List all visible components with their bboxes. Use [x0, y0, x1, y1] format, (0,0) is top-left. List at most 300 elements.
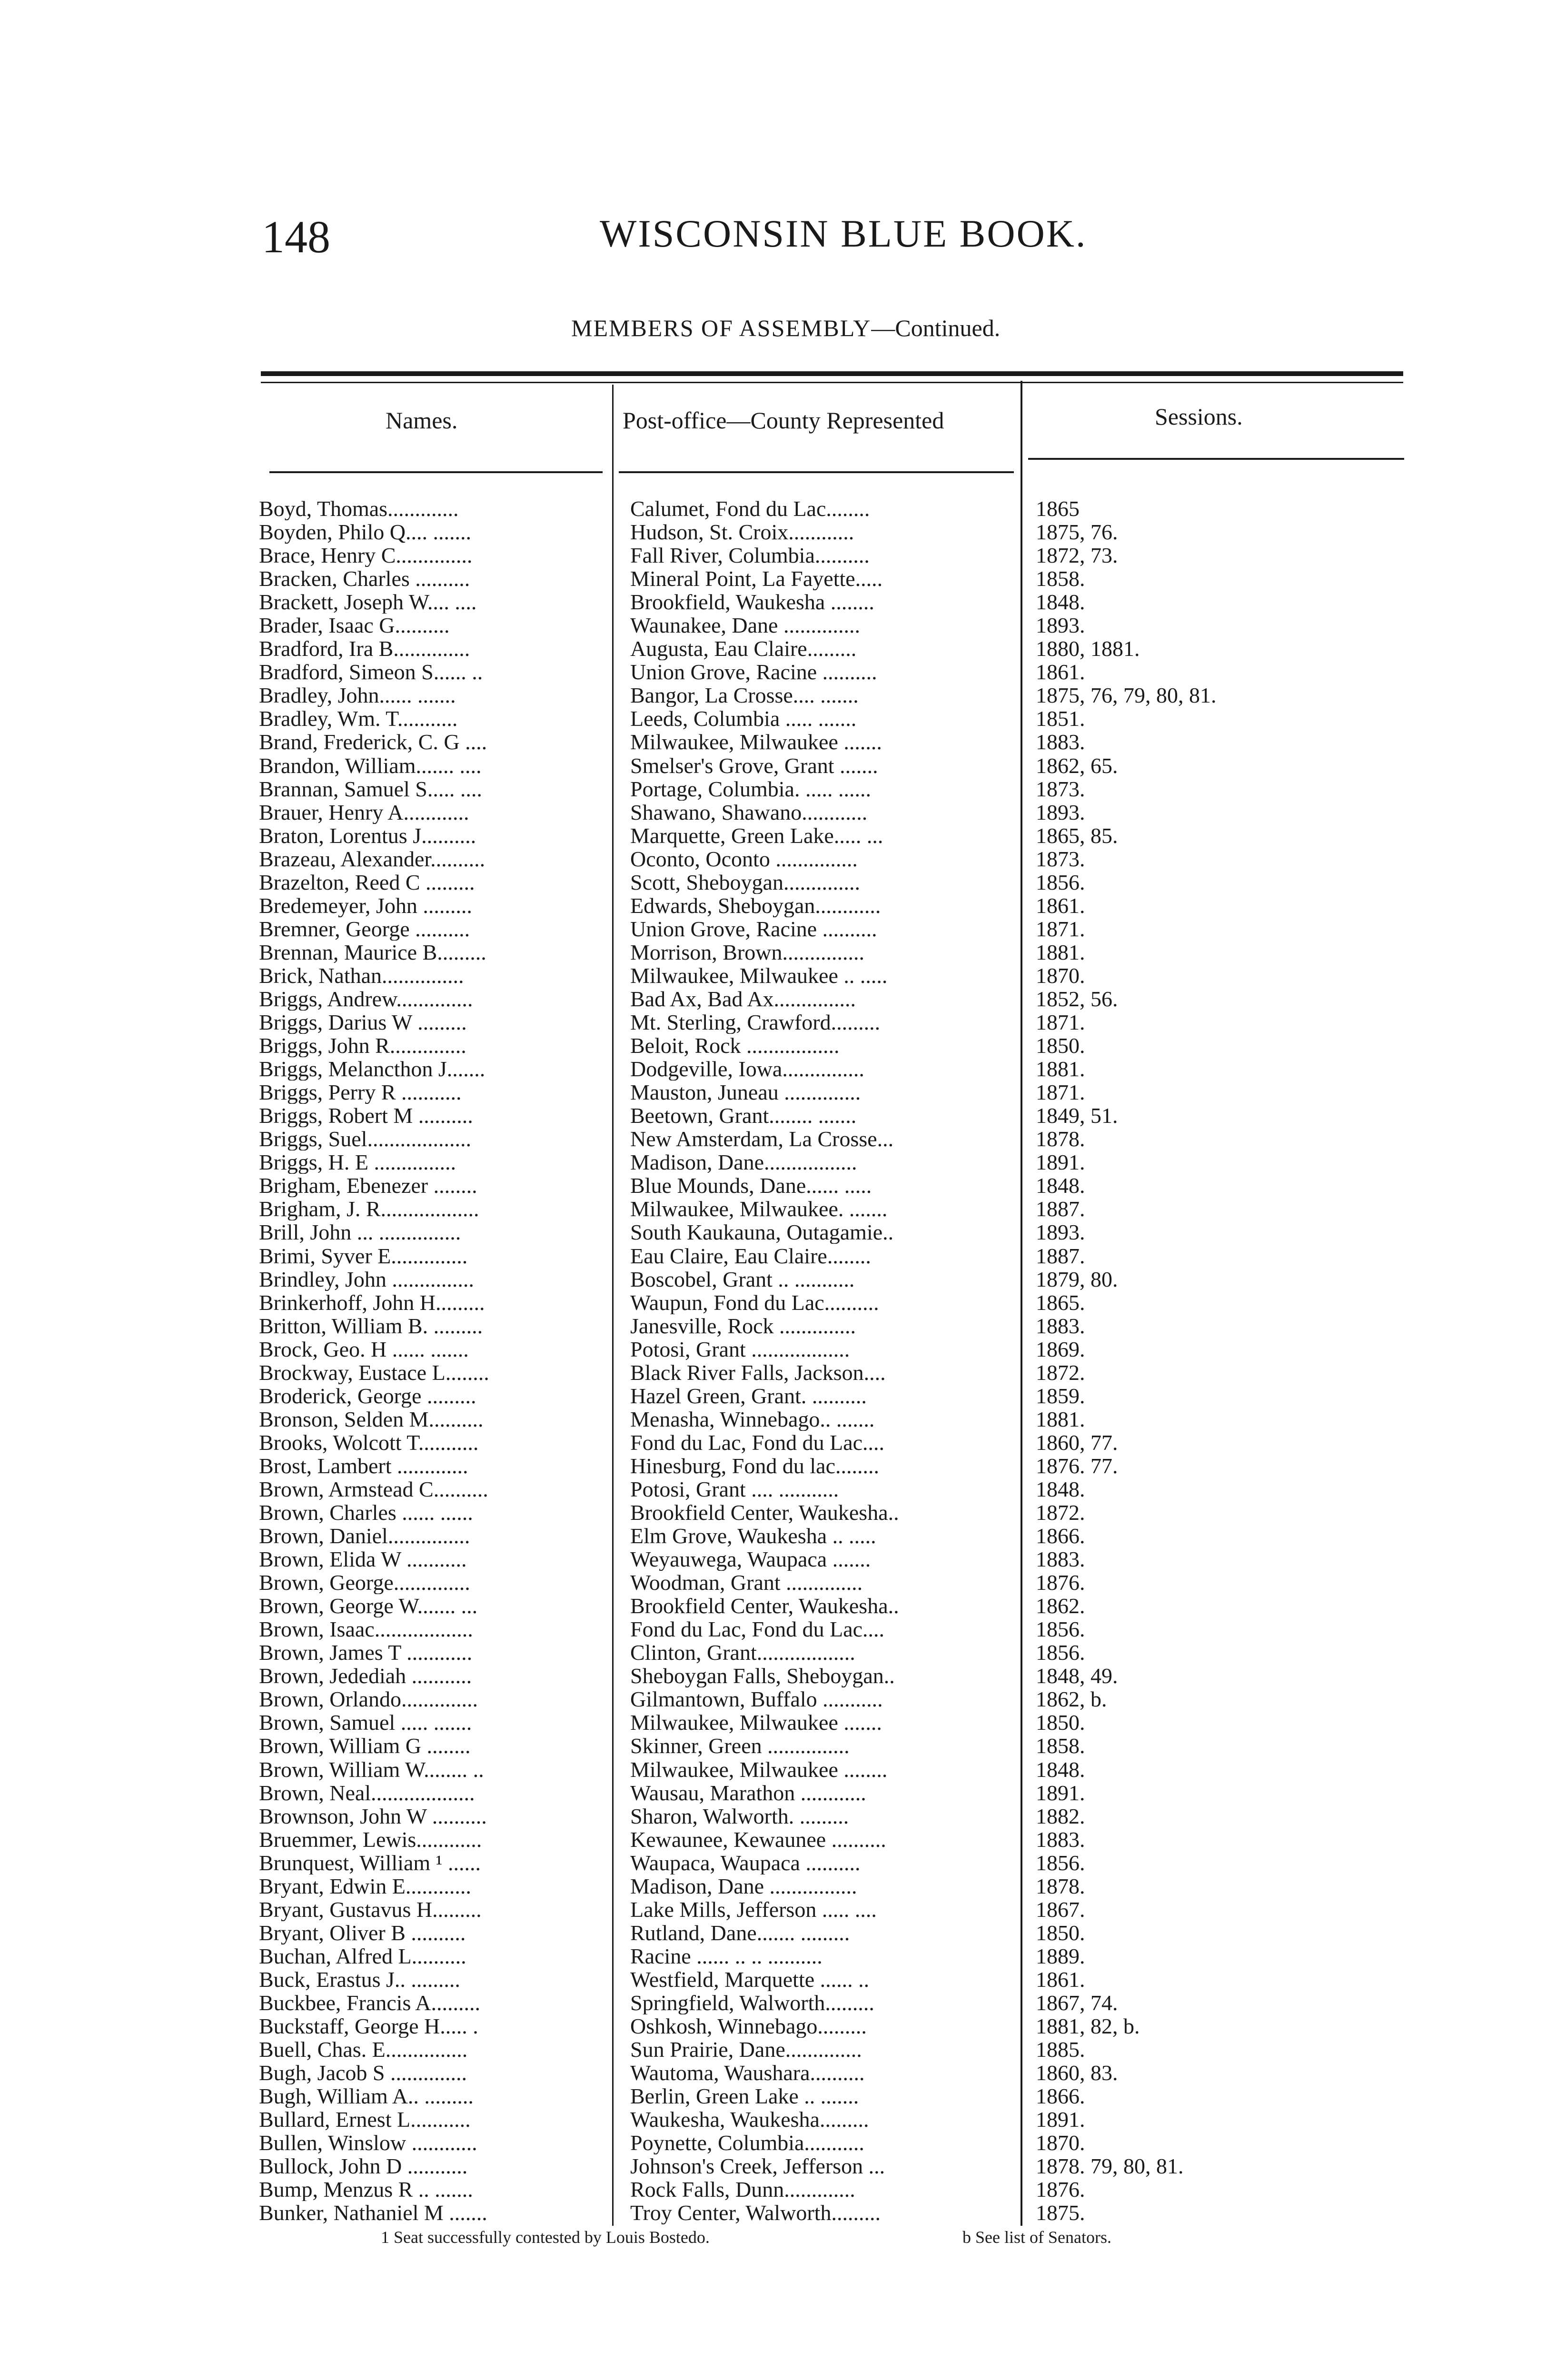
post-office-county: Mauston, Juneau ..............	[630, 1081, 861, 1104]
sessions-value: 1887.	[1036, 1197, 1085, 1221]
member-name: Briggs, John R..............	[259, 1034, 466, 1058]
sessions-value: 1873.	[1036, 847, 1085, 871]
post-office-county: Westfield, Marquette ...... ..	[630, 1967, 870, 1991]
member-name: Bruemmer, Lewis............	[259, 1827, 482, 1851]
member-name: Briggs, Darius W .........	[259, 1011, 467, 1034]
post-office-county: Milwaukee, Milwaukee .. .....	[630, 963, 888, 987]
sessions-value: 1880, 1881.	[1036, 637, 1140, 661]
member-name: Brock, Geo. H ...... .......	[259, 1337, 469, 1361]
sessions-value: 1852, 56.	[1036, 987, 1118, 1011]
member-name: Brill, John ... ...............	[259, 1220, 461, 1244]
member-name: Brown, Charles ...... ......	[259, 1501, 473, 1525]
post-office-county: Sharon, Walworth. .........	[630, 1804, 849, 1828]
member-name: Brandon, William....... ....	[259, 754, 482, 777]
post-office-county: Hazel Green, Grant. ..........	[630, 1384, 867, 1408]
sessions-value: 1866.	[1036, 1524, 1085, 1548]
sessions-value: 1856.	[1036, 1617, 1085, 1641]
sessions-value: 1876.	[1036, 1571, 1085, 1595]
post-office-county: Potosi, Grant ..................	[630, 1337, 850, 1361]
table-row	[259, 2014, 1392, 2038]
sessions-value: 1891.	[1036, 1150, 1085, 1174]
post-office-county: Fall River, Columbia..........	[630, 544, 870, 567]
post-office-county: Morrison, Brown...............	[630, 940, 864, 964]
member-name: Bracken, Charles ..........	[259, 567, 470, 591]
post-office-county: Berlin, Green Lake .. .......	[630, 2084, 859, 2108]
member-name: Brackett, Joseph W.... ....	[259, 590, 477, 614]
post-office-county: Brookfield Center, Waukesha..	[630, 1501, 899, 1525]
post-office-county: Brookfield, Waukesha ........	[630, 590, 874, 614]
table-row	[259, 637, 1392, 660]
table-row	[259, 1501, 1392, 1524]
member-name: Britton, William B. .........	[259, 1314, 483, 1338]
member-name: Brace, Henry C..............	[259, 544, 473, 567]
post-office-county: Hinesburg, Fond du lac........	[630, 1454, 880, 1478]
table-row	[259, 2201, 1392, 2224]
sessions-value: 1869.	[1036, 1337, 1085, 1361]
sessions-value: 1875, 76.	[1036, 520, 1118, 544]
post-office-county: Menasha, Winnebago.. .......	[630, 1407, 875, 1431]
section-title-caps: MEMBERS OF ASSEMBLY	[571, 315, 872, 341]
sessions-value: 1850.	[1036, 1711, 1085, 1735]
table-row	[259, 1641, 1392, 1664]
running-head: WISCONSIN BLUE BOOK.	[600, 212, 1087, 255]
post-office-county: Eau Claire, Eau Claire........	[630, 1244, 871, 1268]
member-name: Brick, Nathan...............	[259, 963, 464, 987]
table-row	[259, 1921, 1392, 1944]
sessions-head-underline	[1028, 458, 1404, 460]
member-name: Brazeau, Alexander..........	[259, 847, 486, 871]
table-row	[259, 987, 1392, 1011]
table-row	[259, 2038, 1392, 2061]
post-office-county: Skinner, Green ...............	[630, 1734, 850, 1758]
post-office-county: Wausau, Marathon ............	[630, 1781, 866, 1805]
sessions-value: 1878.	[1036, 1874, 1085, 1898]
sessions-value: 1872.	[1036, 1501, 1085, 1525]
table-row	[259, 1291, 1392, 1314]
sessions-value: 1891.	[1036, 2108, 1085, 2132]
member-name: Brown, Neal...................	[259, 1781, 475, 1805]
table-row	[259, 1034, 1392, 1057]
post-head-underline	[619, 471, 1014, 473]
member-name: Brown, Armstead C..........	[259, 1477, 488, 1501]
table-row	[259, 1805, 1392, 1828]
post-office-county: Milwaukee, Milwaukee .......	[630, 730, 882, 754]
member-name: Brown, William G ........	[259, 1734, 471, 1758]
post-office-county: Janesville, Rock ..............	[630, 1314, 856, 1338]
member-name: Boyd, Thomas.............	[259, 497, 459, 520]
member-name: Brownson, John W ..........	[259, 1804, 487, 1828]
table-row	[259, 1991, 1392, 2014]
header-rule-thick	[261, 371, 1403, 376]
member-name: Bryant, Edwin E............	[259, 1874, 471, 1898]
sessions-value: 1879, 80.	[1036, 1267, 1118, 1291]
sessions-value: 1883.	[1036, 1314, 1085, 1338]
table-row	[259, 1734, 1392, 1757]
sessions-value: 1858.	[1036, 1734, 1085, 1758]
member-name: Brigham, Ebenezer ........	[259, 1174, 477, 1198]
post-office-county: Weyauwega, Waupaca .......	[630, 1547, 871, 1571]
sessions-value: 1881.	[1036, 940, 1085, 964]
post-office-county: Union Grove, Racine ..........	[630, 917, 877, 941]
sessions-value: 1876.	[1036, 2178, 1085, 2202]
sessions-value: 1848, 49.	[1036, 1664, 1118, 1688]
sessions-value: 1862, 65.	[1036, 754, 1118, 777]
sessions-value: 1885.	[1036, 2038, 1085, 2062]
post-office-county: Gilmantown, Buffalo ...........	[630, 1687, 883, 1711]
table-row	[259, 754, 1392, 777]
sessions-value: 1871.	[1036, 917, 1085, 941]
sessions-value: 1848.	[1036, 1174, 1085, 1198]
member-name: Brannan, Samuel S..... ....	[259, 777, 482, 801]
sessions-value: 1856.	[1036, 870, 1085, 894]
post-office-county: Beloit, Rock .................	[630, 1034, 840, 1058]
member-name: Brown, George..............	[259, 1571, 470, 1595]
sessions-value: 1862.	[1036, 1594, 1085, 1618]
member-name: Brunquest, William ¹ ......	[259, 1851, 481, 1874]
sessions-value: 1867, 74.	[1036, 1991, 1118, 2014]
sessions-value: 1883.	[1036, 1547, 1085, 1571]
member-name: Brooks, Wolcott T...........	[259, 1430, 479, 1454]
post-office-county: Clinton, Grant..................	[630, 1641, 855, 1665]
sessions-value: 1881.	[1036, 1057, 1085, 1081]
sessions-value: 1856.	[1036, 1641, 1085, 1665]
post-office-county: Oshkosh, Winnebago.........	[630, 2014, 867, 2038]
member-name: Bradley, John...... .......	[259, 684, 456, 707]
names-head-underline	[269, 471, 603, 473]
member-name: Brown, William W........ ..	[259, 1757, 484, 1781]
member-name: Brown, Isaac..................	[259, 1617, 473, 1641]
member-name: Buckstaff, George H..... .	[259, 2014, 478, 2038]
table-row	[259, 1104, 1392, 1127]
post-office-county: Augusta, Eau Claire.........	[630, 637, 857, 661]
post-office-county: Union Grove, Racine ..........	[630, 660, 877, 684]
sessions-value: 1883.	[1036, 1827, 1085, 1851]
post-office-county: Johnson's Creek, Jefferson ...	[630, 2154, 885, 2178]
member-name: Briggs, Perry R ...........	[259, 1081, 462, 1104]
member-name: Brown, George W....... ...	[259, 1594, 478, 1618]
member-name: Bryant, Oliver B ..........	[259, 1921, 466, 1944]
sessions-value: 1849, 51.	[1036, 1104, 1118, 1128]
table-row	[259, 1828, 1392, 1851]
sessions-value: 1870.	[1036, 963, 1085, 987]
member-name: Buell, Chas. E...............	[259, 2038, 468, 2062]
member-name: Bugh, Jacob S ..............	[259, 2061, 467, 2085]
table-row	[259, 1944, 1392, 1968]
table-row	[259, 567, 1392, 590]
member-name: Bunker, Nathaniel M .......	[259, 2201, 487, 2225]
sessions-value: 1851.	[1036, 707, 1085, 731]
table-row	[259, 614, 1392, 637]
post-office-county: Waukesha, Waukesha.........	[630, 2108, 869, 2132]
sessions-value: 1875.	[1036, 2201, 1085, 2225]
sessions-value: 1871.	[1036, 1011, 1085, 1034]
member-name: Bradley, Wm. T...........	[259, 707, 458, 731]
table-row	[259, 1127, 1392, 1150]
sessions-value: 1850.	[1036, 1921, 1085, 1944]
post-office-county: Scott, Sheboygan..............	[630, 870, 860, 894]
sessions-value: 1866.	[1036, 2084, 1085, 2108]
post-office-county: Bangor, La Crosse.... .......	[630, 684, 859, 707]
column-head-names: Names.	[386, 407, 458, 434]
table-row	[259, 1408, 1392, 1431]
member-name: Brindley, John ...............	[259, 1267, 474, 1291]
member-name: Buck, Erastus J.. .........	[259, 1967, 460, 1991]
table-row	[259, 1244, 1392, 1268]
header-rule-thin	[261, 382, 1403, 383]
sessions-value: 1881, 82, b.	[1036, 2014, 1140, 2038]
post-office-county: Shawano, Shawano............	[630, 800, 868, 824]
table-row	[259, 590, 1392, 614]
table-row	[259, 1898, 1392, 1921]
post-office-county: Marquette, Green Lake..... ...	[630, 823, 883, 847]
member-name: Boyden, Philo Q.... .......	[259, 520, 471, 544]
post-office-county: Sheboygan Falls, Sheboygan..	[630, 1664, 895, 1688]
table-row	[259, 497, 1392, 520]
member-name: Brand, Frederick, C. G ....	[259, 730, 487, 754]
table-row	[259, 707, 1392, 730]
sessions-value: 1867.	[1036, 1897, 1085, 1921]
member-name: Brazelton, Reed C .........	[259, 870, 475, 894]
sessions-value: 1893.	[1036, 1220, 1085, 1244]
post-office-county: Milwaukee, Milwaukee .......	[630, 1711, 882, 1735]
sessions-value: 1887.	[1036, 1244, 1085, 1268]
member-name: Broderick, George .........	[259, 1384, 476, 1408]
sessions-value: 1876. 77.	[1036, 1454, 1118, 1478]
post-office-county: Potosi, Grant .... ...........	[630, 1477, 839, 1501]
post-office-county: Black River Falls, Jackson....	[630, 1360, 886, 1384]
member-name: Bredemeyer, John .........	[259, 893, 472, 917]
table-row	[259, 824, 1392, 847]
sessions-value: 1881.	[1036, 1407, 1085, 1431]
member-name: Bradford, Ira B..............	[259, 637, 470, 661]
table-row	[259, 1851, 1392, 1874]
table-row	[259, 1478, 1392, 1501]
member-name: Brimi, Syver E..............	[259, 1244, 468, 1268]
table-row	[259, 1617, 1392, 1641]
member-name: Bradford, Simeon S...... ..	[259, 660, 483, 684]
post-office-county: Edwards, Sheboygan............	[630, 893, 881, 917]
table-row	[259, 1011, 1392, 1034]
table-row	[259, 520, 1392, 544]
sessions-value: 1865.	[1036, 1290, 1085, 1314]
table-row	[259, 544, 1392, 567]
table-row	[259, 1758, 1392, 1781]
table-row	[259, 1874, 1392, 1898]
table-row	[259, 2084, 1392, 2108]
table-row	[259, 1150, 1392, 1174]
post-office-county: Bad Ax, Bad Ax...............	[630, 987, 856, 1011]
member-name: Briggs, Melancthon J.......	[259, 1057, 486, 1081]
member-name: Braton, Lorentus J..........	[259, 823, 476, 847]
table-row	[259, 1431, 1392, 1454]
member-name: Brinkerhoff, John H.........	[259, 1290, 485, 1314]
post-office-county: Springfield, Walworth.........	[630, 1991, 874, 2014]
sessions-value: 1860, 77.	[1036, 1430, 1118, 1454]
post-office-county: Madison, Dane ................	[630, 1874, 857, 1898]
member-name: Brennan, Maurice B.........	[259, 940, 486, 964]
table-row	[259, 1384, 1392, 1408]
footnote-seat-contested: 1 Seat successfully contested by Louis Bostedo.	[381, 2228, 710, 2247]
member-name: Briggs, H. E ...............	[259, 1150, 456, 1174]
table-row	[259, 1361, 1392, 1384]
sessions-value: 1891.	[1036, 1781, 1085, 1805]
post-office-county: Boscobel, Grant .. ...........	[630, 1267, 855, 1291]
member-name: Brown, Daniel...............	[259, 1524, 470, 1548]
sessions-value: 1848.	[1036, 1477, 1085, 1501]
sessions-value: 1893.	[1036, 800, 1085, 824]
member-name: Brockway, Eustace L........	[259, 1360, 489, 1384]
sessions-value: 1861.	[1036, 1967, 1085, 1991]
sessions-value: 1861.	[1036, 893, 1085, 917]
post-office-county: Mt. Sterling, Crawford.........	[630, 1011, 881, 1034]
post-office-county: Elm Grove, Waukesha .. .....	[630, 1524, 876, 1548]
table-row	[259, 1314, 1392, 1338]
member-name: Buckbee, Francis A.........	[259, 1991, 481, 2014]
table-row	[259, 1268, 1392, 1291]
post-office-county: Waupun, Fond du Lac..........	[630, 1290, 879, 1314]
table-row	[259, 894, 1392, 917]
post-office-county: Oconto, Oconto ...............	[630, 847, 858, 871]
post-office-county: Waunakee, Dane ..............	[630, 614, 860, 637]
sessions-value: 1865	[1036, 497, 1080, 520]
table-row	[259, 2061, 1392, 2084]
post-office-county: Madison, Dane.................	[630, 1150, 857, 1174]
sessions-value: 1882.	[1036, 1804, 1085, 1828]
table-row	[259, 871, 1392, 894]
post-office-county: Beetown, Grant........ .......	[630, 1104, 857, 1128]
member-name: Brown, Orlando..............	[259, 1687, 478, 1711]
member-name: Bugh, William A.. .........	[259, 2084, 474, 2108]
post-office-county: South Kaukauna, Outagamie..	[630, 1220, 894, 1244]
sessions-value: 1848.	[1036, 1757, 1085, 1781]
post-office-county: Brookfield Center, Waukesha..	[630, 1594, 899, 1618]
table-row	[259, 1571, 1392, 1594]
members-table	[259, 497, 1392, 2224]
member-name: Brown, Jedediah ...........	[259, 1664, 472, 1688]
post-office-county: Troy Center, Walworth.........	[630, 2201, 881, 2225]
sessions-value: 1878.	[1036, 1127, 1085, 1151]
sessions-value: 1860, 83.	[1036, 2061, 1118, 2085]
post-office-county: Sun Prairie, Dane..............	[630, 2038, 862, 2062]
member-name: Bronson, Selden M..........	[259, 1407, 484, 1431]
member-name: Briggs, Andrew..............	[259, 987, 473, 1011]
member-name: Bullock, John D ...........	[259, 2154, 468, 2178]
table-row	[259, 964, 1392, 987]
column-head-sessions: Sessions.	[1155, 403, 1243, 430]
table-row	[259, 1664, 1392, 1687]
table-row	[259, 1081, 1392, 1104]
post-office-county: Mineral Point, La Fayette.....	[630, 567, 883, 591]
member-name: Briggs, Suel...................	[259, 1127, 471, 1151]
post-office-county: Fond du Lac, Fond du Lac....	[630, 1430, 885, 1454]
table-row	[259, 1594, 1392, 1617]
member-name: Brown, Elida W ...........	[259, 1547, 467, 1571]
sessions-value: 1871.	[1036, 1081, 1085, 1104]
sessions-value: 1850.	[1036, 1034, 1085, 1058]
table-row	[259, 1338, 1392, 1361]
table-row	[259, 684, 1392, 707]
post-office-county: Poynette, Columbia...........	[630, 2131, 864, 2155]
post-office-county: Rock Falls, Dunn.............	[630, 2178, 855, 2202]
member-name: Brown, James T ............	[259, 1641, 473, 1665]
member-name: Briggs, Robert M ..........	[259, 1104, 473, 1128]
table-row	[259, 801, 1392, 824]
sessions-value: 1878. 79, 80, 81.	[1036, 2154, 1184, 2178]
column-head-post-office: Post-office—County Represented	[623, 407, 944, 434]
sessions-value: 1848.	[1036, 590, 1085, 614]
sessions-value: 1858.	[1036, 567, 1085, 591]
table-row	[259, 1174, 1392, 1197]
post-office-county: Leeds, Columbia ..... .......	[630, 707, 857, 731]
sessions-value: 1883.	[1036, 730, 1085, 754]
table-row	[259, 847, 1392, 871]
member-name: Brown, Samuel ..... .......	[259, 1711, 472, 1735]
sessions-value: 1873.	[1036, 777, 1085, 801]
member-name: Bullen, Winslow ............	[259, 2131, 477, 2155]
member-name: Bremner, George ..........	[259, 917, 470, 941]
post-office-county: Blue Mounds, Dane...... .....	[630, 1174, 872, 1198]
table-row	[259, 1781, 1392, 1805]
table-row	[259, 2108, 1392, 2131]
sessions-value: 1889.	[1036, 1944, 1085, 1968]
section-title	[571, 316, 1000, 340]
post-office-county: Calumet, Fond du Lac........	[630, 497, 870, 520]
post-office-county: Dodgeville, Iowa...............	[630, 1057, 864, 1081]
post-office-county: Waupaca, Waupaca ..........	[630, 1851, 861, 1874]
member-name: Bump, Menzus R .. .......	[259, 2178, 473, 2202]
post-office-county: Woodman, Grant ..............	[630, 1571, 863, 1595]
sessions-value: 1859.	[1036, 1384, 1085, 1408]
member-name: Brader, Isaac G..........	[259, 614, 450, 637]
sessions-value: 1870.	[1036, 2131, 1085, 2155]
table-row	[259, 1711, 1392, 1734]
table-row	[259, 1968, 1392, 1991]
member-name: Brost, Lambert .............	[259, 1454, 468, 1478]
sessions-value: 1865, 85.	[1036, 823, 1118, 847]
page-number: 148	[262, 211, 330, 262]
table-row	[259, 1454, 1392, 1478]
member-name: Bullard, Ernest L...........	[259, 2108, 471, 2132]
post-office-county: New Amsterdam, La Crosse...	[630, 1127, 894, 1151]
table-row	[259, 2131, 1392, 2154]
member-name: Brigham, J. R..................	[259, 1197, 479, 1221]
member-name: Buchan, Alfred L..........	[259, 1944, 466, 1968]
post-office-county: Smelser's Grove, Grant .......	[630, 754, 878, 777]
post-office-county: Hudson, St. Croix............	[630, 520, 854, 544]
sessions-value: 1872, 73.	[1036, 544, 1118, 567]
sessions-value: 1872.	[1036, 1360, 1085, 1384]
sessions-value: 1862, b.	[1036, 1687, 1107, 1711]
table-row	[259, 1220, 1392, 1244]
table-row	[259, 1524, 1392, 1547]
table-row	[259, 941, 1392, 964]
post-office-county: Portage, Columbia. ..... ......	[630, 777, 871, 801]
post-office-county: Fond du Lac, Fond du Lac....	[630, 1617, 885, 1641]
sessions-value: 1893.	[1036, 614, 1085, 637]
sessions-value: 1856.	[1036, 1851, 1085, 1874]
post-office-county: Lake Mills, Jefferson ..... ....	[630, 1897, 877, 1921]
section-title-suffix: —Continued.	[871, 315, 1001, 341]
member-name: Brauer, Henry A............	[259, 800, 469, 824]
table-row	[259, 2154, 1392, 2178]
sessions-value: 1875, 76, 79, 80, 81.	[1036, 684, 1217, 707]
post-office-county: Rutland, Dane....... .........	[630, 1921, 850, 1944]
table-row	[259, 1197, 1392, 1220]
table-row	[259, 1547, 1392, 1571]
post-office-county: Racine ...... .. .. ..........	[630, 1944, 823, 1968]
table-row	[259, 2178, 1392, 2201]
table-row	[259, 777, 1392, 801]
